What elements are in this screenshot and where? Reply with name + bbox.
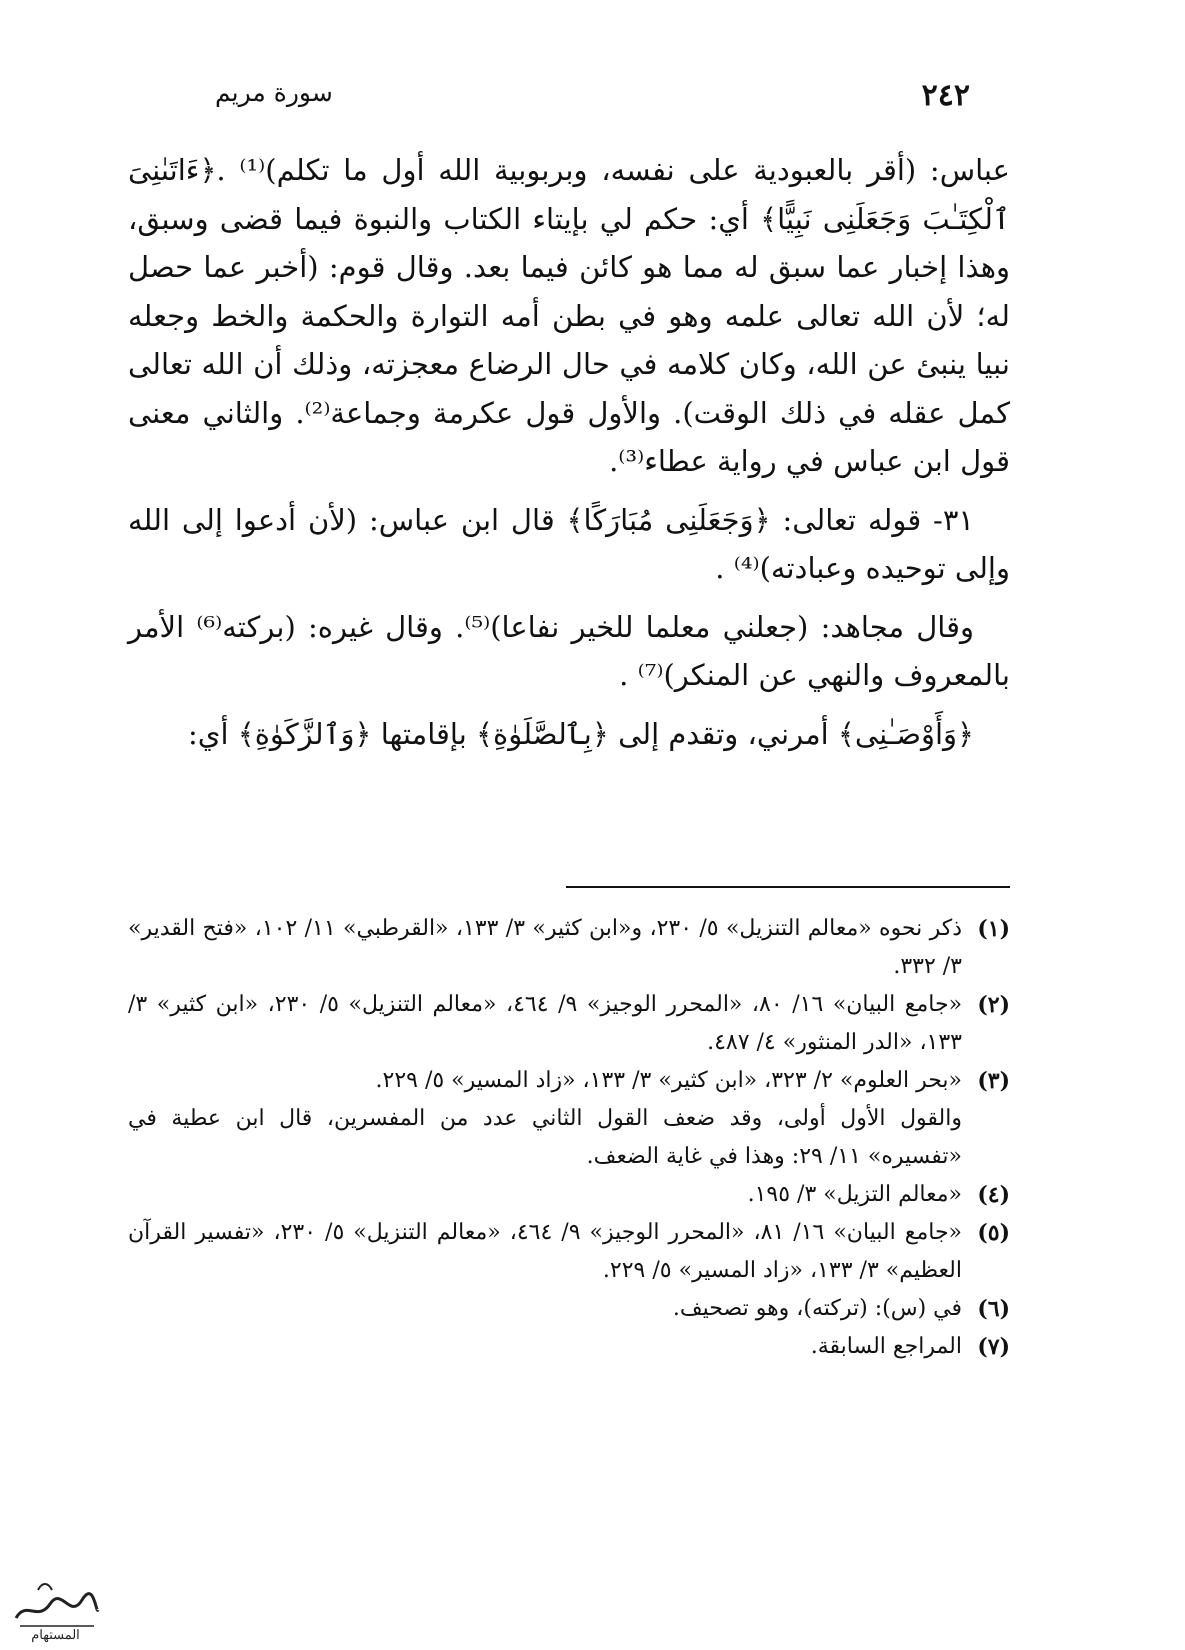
main-text xyxy=(128,146,1010,758)
footnote-text: المراجع السابقة. xyxy=(810,1334,962,1359)
running-title: سورة مريم xyxy=(215,78,333,107)
footnote-number: (٧) xyxy=(977,1334,1010,1360)
footnote-text: «جامع البيان» ١٦/ ٨١، «المحرر الوجيز» ٩/ ٤٦٤، «معالم التنزيل» ٥/ ٢٣٠، «تفسير القرآن العظيم» ٣/ ١٣٣، «زاد المسير» ٥/ ٢٢٩. xyxy=(128,1220,963,1283)
footnote-number: (٣) xyxy=(977,1068,1010,1094)
footnote xyxy=(128,1328,1010,1366)
footnote-number: (٦) xyxy=(977,1296,1010,1322)
footnote-continuation: والقول الأول أولى، وقد ضعف القول الثاني عدد من المفسرين، قال ابن عطية في «تفسيره» ١١/ ٢٩: وهذا في غاية الضعف. xyxy=(128,1106,962,1169)
footnote-text: «معالم التزيل» ٣/ ١٩٥. xyxy=(747,1182,962,1207)
paragraph: عباس: (أقر بالعبودية على نفسه، وبربوبية الله أول ما تكلم)⁽¹⁾ .﴿ءَاتَىٰنِىَ ٱلْكِتَـٰبَ وَجَعَلَنِى نَبِيًّا﴾ أي: حكم لي بإيتاء الكتاب والنبوة فيما قضى وسبق، وهذا إخبار عما سبق له مما هو كائن فيما بعد. وقال قوم: (أخبر عما حصل له؛ لأن الله تعالى علمه وهو في بطن أمه التوارة والحكمة والخط وجعله نبيا ينبئ عن الله، وكان كلامه في حال الرضاع معجزته، وذلك أن الله تعالى كمل عقله في ذلك الوقت). والأول قول عكرمة وجماعة⁽²⁾. والثاني معنى قول ابن عباس في رواية عطاء⁽³⁾. xyxy=(128,153,1011,478)
footnote-text: «جامع البيان» ١٦/ ٨٠، «المحرر الوجيز» ٩/ ٤٦٤، «معالم التنزيل» ٥/ ٢٣٠، «ابن كثير» ٣/ ١٣٣، «الدر المنثور» ٤/ ٤٨٧. xyxy=(128,992,963,1055)
footnotes xyxy=(128,910,1010,1366)
footnote xyxy=(128,1290,1010,1328)
footnote-text: في (س): (تركته)، وهو تصحيف. xyxy=(672,1296,962,1321)
paragraph: وقال مجاهد: (جعلني معلما للخير نفاعا)⁽⁵⁾. وقال غيره: (بركته⁽⁶⁾ الأمر بالمعروف والنهي عن المنكر)⁽⁷⁾ . xyxy=(128,609,1010,692)
page-number: ٢٤٢ xyxy=(921,78,970,113)
paragraph: ٣١- قوله تعالى: ﴿وَجَعَلَنِى مُبَارَكًا﴾ قال ابن عباس: (لأن أدعوا إلى الله وإلى توحيده وعبادته)⁽⁴⁾ . xyxy=(128,502,1010,585)
footnote xyxy=(128,1214,1010,1290)
footnote-number: (٤) xyxy=(977,1182,1010,1208)
footnote-text: «بحر العلوم» ٢/ ٣٢٣، «ابن كثير» ٣/ ١٣٣، «زاد المسير» ٥/ ٢٢٩. xyxy=(375,1068,962,1093)
page-header xyxy=(215,78,970,118)
footnote-number: (٥) xyxy=(977,1220,1010,1246)
paragraph: ﴿وَأَوْصَـٰنِى﴾ أمرني، وتقدم إلى ﴿بِٱلصَّلَوٰةِ﴾ بإقامتها ﴿وَٱلزَّكَوٰةِ﴾ أي: xyxy=(187,716,974,751)
footnote xyxy=(128,1062,1010,1100)
footnote-separator xyxy=(566,886,1010,888)
stamp-text: المستهام xyxy=(31,1628,80,1643)
footnote-number: (٢) xyxy=(977,992,1010,1018)
footnote-number: (١) xyxy=(977,916,1010,942)
footnote xyxy=(128,910,1010,986)
footnote xyxy=(128,1176,1010,1214)
footnote-text: ذكر نحوه «معالم التنزيل» ٥/ ٢٣٠، و«ابن كثير» ٣/ ١٣٣، «القرطبي» ١١/ ١٠٢، «فتح القدير» ٣/ ٣٣٢. xyxy=(128,916,963,979)
footnote xyxy=(128,986,1010,1062)
